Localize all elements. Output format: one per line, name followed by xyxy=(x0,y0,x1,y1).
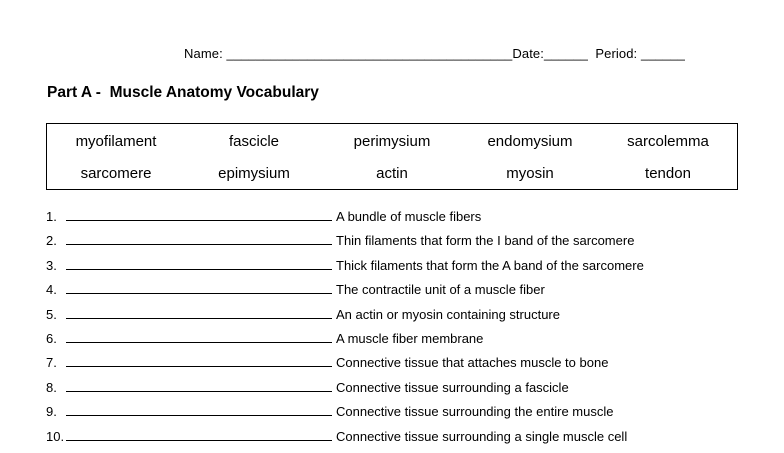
question-definition: Connective tissue surrounding a fascicle xyxy=(336,379,569,395)
question-number: 1. xyxy=(46,209,57,224)
question-number: 7. xyxy=(46,355,57,371)
question-list xyxy=(46,209,766,453)
word-bank-term: epimysium xyxy=(218,165,290,182)
section-title: Part A - Muscle Anatomy Vocabulary xyxy=(47,84,319,101)
answer-blank[interactable] xyxy=(66,307,332,319)
question-definition: A bundle of muscle fibers xyxy=(336,209,482,224)
word-bank-term: actin xyxy=(376,165,408,182)
answer-blank[interactable] xyxy=(66,331,332,343)
answer-blank[interactable] xyxy=(66,282,332,294)
word-bank-term: myofilament xyxy=(75,133,157,150)
question-definition: Thick filaments that form the A band of the sarcomere xyxy=(336,257,644,273)
question-number: 5. xyxy=(46,306,57,322)
question-item xyxy=(46,307,766,331)
date-blank[interactable]: ______ xyxy=(543,46,588,61)
word-bank-term: tendon xyxy=(645,165,691,182)
name-label: Name: xyxy=(184,46,227,61)
question-item xyxy=(46,355,766,379)
student-info-line xyxy=(184,46,685,61)
question-definition: The contractile unit of a muscle fiber xyxy=(336,282,545,298)
answer-blank[interactable] xyxy=(66,209,332,221)
answer-blank[interactable] xyxy=(66,429,332,441)
word-bank-term: myosin xyxy=(506,165,554,182)
question-number: 3. xyxy=(46,257,57,273)
answer-blank[interactable] xyxy=(66,404,332,416)
word-bank-row-2 xyxy=(47,165,737,182)
word-bank-row-1 xyxy=(47,133,737,150)
question-definition: Connective tissue surrounding a single muscle cell xyxy=(336,428,628,444)
question-item xyxy=(46,209,766,233)
word-bank-term: fascicle xyxy=(228,133,280,150)
question-definition: Connective tissue surrounding the entire muscle xyxy=(336,404,614,420)
answer-blank[interactable] xyxy=(66,258,332,270)
question-definition: An actin or myosin containing structure xyxy=(336,306,560,322)
word-bank xyxy=(46,123,738,190)
period-label: Period: xyxy=(587,46,641,61)
question-number: 4. xyxy=(46,282,57,298)
question-item xyxy=(46,282,766,306)
question-item xyxy=(46,404,766,428)
word-bank-term: sarcolemma xyxy=(627,133,709,150)
question-definition: A muscle fiber membrane xyxy=(336,330,484,346)
question-definition: Thin filaments that form the I band of the sarcomere xyxy=(336,233,635,249)
word-bank-term: endomysium xyxy=(487,133,573,150)
question-number: 6. xyxy=(46,330,57,346)
period-blank[interactable]: ______ xyxy=(640,46,685,61)
answer-blank[interactable] xyxy=(66,380,332,392)
question-definition: Connective tissue that attaches muscle to bone xyxy=(336,355,609,371)
question-number: 8. xyxy=(46,379,57,395)
question-number: 9. xyxy=(46,404,57,420)
question-number: 2. xyxy=(46,233,57,249)
answer-blank[interactable] xyxy=(66,233,332,245)
question-item xyxy=(46,331,766,355)
word-bank-term: sarcomere xyxy=(80,165,152,182)
answer-blank[interactable] xyxy=(66,355,332,367)
date-label: Date: xyxy=(512,46,544,61)
name-blank[interactable]: _______________________________________ xyxy=(226,46,513,61)
question-item xyxy=(46,380,766,404)
word-bank-term: perimysium xyxy=(353,133,431,150)
question-number: 10. xyxy=(46,428,65,444)
question-item xyxy=(46,258,766,282)
question-item xyxy=(46,233,766,257)
